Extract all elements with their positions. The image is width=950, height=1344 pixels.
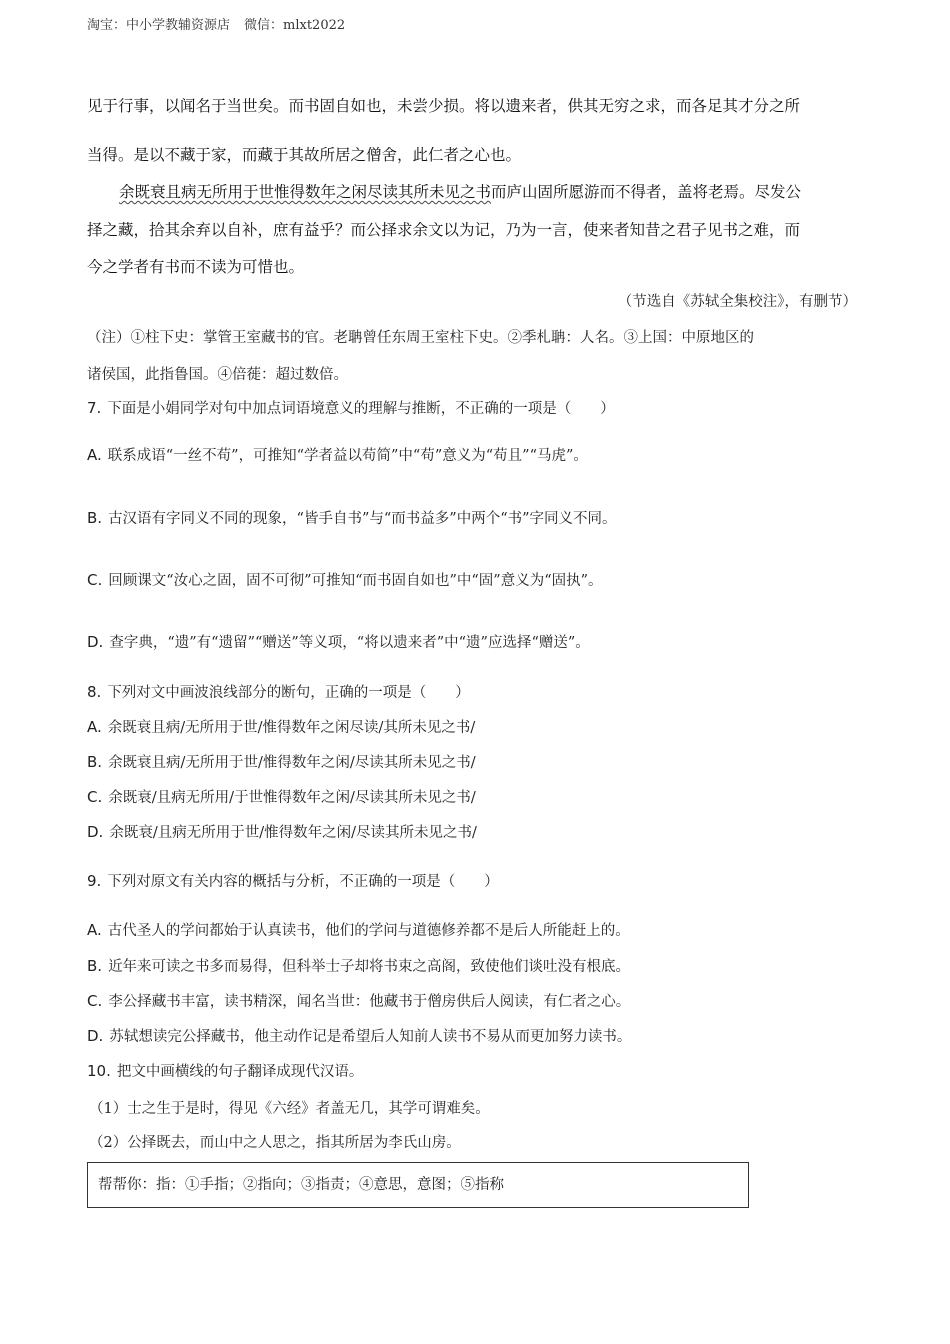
- question-8-stem: 8. 下列对文中画波浪线部分的断句，正确的一项是（ ）: [87, 683, 470, 701]
- q8-option-b[interactable]: B. 余既衰且病/无所用于世/惟得数年之闲/尽读其所未见之书/: [87, 753, 476, 771]
- q10-item-1: （1）士之生于是时，得见《六经》者盖无几，其学可谓难矣。: [89, 1101, 490, 1117]
- passage-line-3: [119, 180, 801, 202]
- question-7-stem: 7. 下面是小娟同学对句中加点词语境意义的理解与推断，不正确的一项是（ ）: [87, 399, 615, 417]
- q8-option-d[interactable]: D. 余既衰/且病无所用于世/惟得数年之闲/尽读其所未见之书/: [87, 823, 477, 841]
- help-text: 帮帮你：指：①手指；②指向；③指责；④意思，意图；⑤指称: [98, 1177, 504, 1193]
- question-7-number: 7.: [87, 399, 102, 417]
- q9-option-a[interactable]: A. 古代圣人的学问都始于认真读书，他们的学问与道德修养都不是后人所能赶上的。: [87, 921, 630, 939]
- passage-line-3-rest: 而庐山固所愿游而不得者，盖将老焉。尽发公: [491, 183, 802, 201]
- question-9-number: 9.: [87, 872, 102, 890]
- help-box: [87, 1162, 749, 1208]
- passage-line-4: 择之藏，拾其余弃以自补，庶有益乎？而公择求余文以为记，乃为一言，使来者知昔之君子见书之难，而: [87, 221, 801, 239]
- q8-option-c[interactable]: C. 余既衰/且病无所用/于世惟得数年之闲/尽读其所未见之书/: [87, 788, 476, 806]
- q7-option-d[interactable]: D. 查字典，“遗”有“遗留”“赠送”等义项，“将以遗来者”中“遗”应选择“赠送”。: [87, 633, 590, 651]
- question-8-number: 8.: [87, 683, 102, 701]
- question-9-stem: 9. 下列对原文有关内容的概括与分析，不正确的一项是（ ）: [87, 872, 499, 890]
- q7-option-a[interactable]: A. 联系成语“一丝不苟”，可推知“学者益以苟简”中“苟”意义为“苟且”“马虎”。: [87, 446, 588, 464]
- question-10-number: 10.: [87, 1062, 111, 1080]
- q8-option-a[interactable]: A. 余既衰且病/无所用于世/惟得数年之闲尽读/其所未见之书/: [87, 718, 476, 736]
- notes-line-1: （注）①柱下史：掌管王室藏书的官。老聃曾任东周王室柱下史。②季札聃：人名。③上国：中原地区的: [87, 330, 754, 346]
- passage-line-2: 当得。是以不藏于家，而藏于其故所居之僧舍，此仁者之心也。: [87, 146, 522, 164]
- q7-option-b[interactable]: B. 古汉语有字同义不同的现象，“皆手自书”与“而书益多”中两个“书”字同义不同。: [87, 509, 617, 527]
- wavy-underlined-sentence: 余既衰且病无所用于世惟得数年之闲尽读其所未见之书: [119, 183, 492, 201]
- notes-line-2: 诸侯国，此指鲁国。④倍蓰：超过数倍。: [87, 367, 348, 383]
- question-10-stem: 10. 把文中画横线的句子翻译成现代汉语。: [87, 1062, 364, 1080]
- passage-source: （节选自《苏轼全集校注》，有删节）: [617, 294, 857, 310]
- q9-option-d[interactable]: D. 苏轼想读完公择藏书，他主动作记是希望后人知前人读书不易从而更加努力读书。: [87, 1027, 632, 1045]
- q7-option-c[interactable]: C. 回顾课文“汝心之固，固不可彻”可推知“而书固自如也”中“固”意义为“固执”。: [87, 571, 603, 589]
- q9-option-c[interactable]: C. 李公择藏书丰富，读书精深，闻名当世：他藏书于僧房供后人阅读，有仁者之心。: [87, 992, 631, 1010]
- q10-item-2: （2）公择既去，而山中之人思之，指其所居为李氏山房。: [89, 1135, 461, 1151]
- passage-line-5: 今之学者有书而不读为可惜也。: [87, 258, 305, 276]
- q9-option-b[interactable]: B. 近年来可读之书多而易得，但科举士子却将书束之高阁，致使他们谈吐没有根底。: [87, 957, 631, 975]
- passage-line-1: 见于行事，以闻名于当世矣。而书固自如也，未尝少损。将以遗来者，供其无穷之求，而各足其才分之所: [87, 97, 801, 115]
- header-taobao: 淘宝：中小学教辅资源店: [87, 18, 231, 33]
- page-header: [87, 14, 345, 33]
- header-wechat: 微信：mlxt2022: [244, 18, 346, 33]
